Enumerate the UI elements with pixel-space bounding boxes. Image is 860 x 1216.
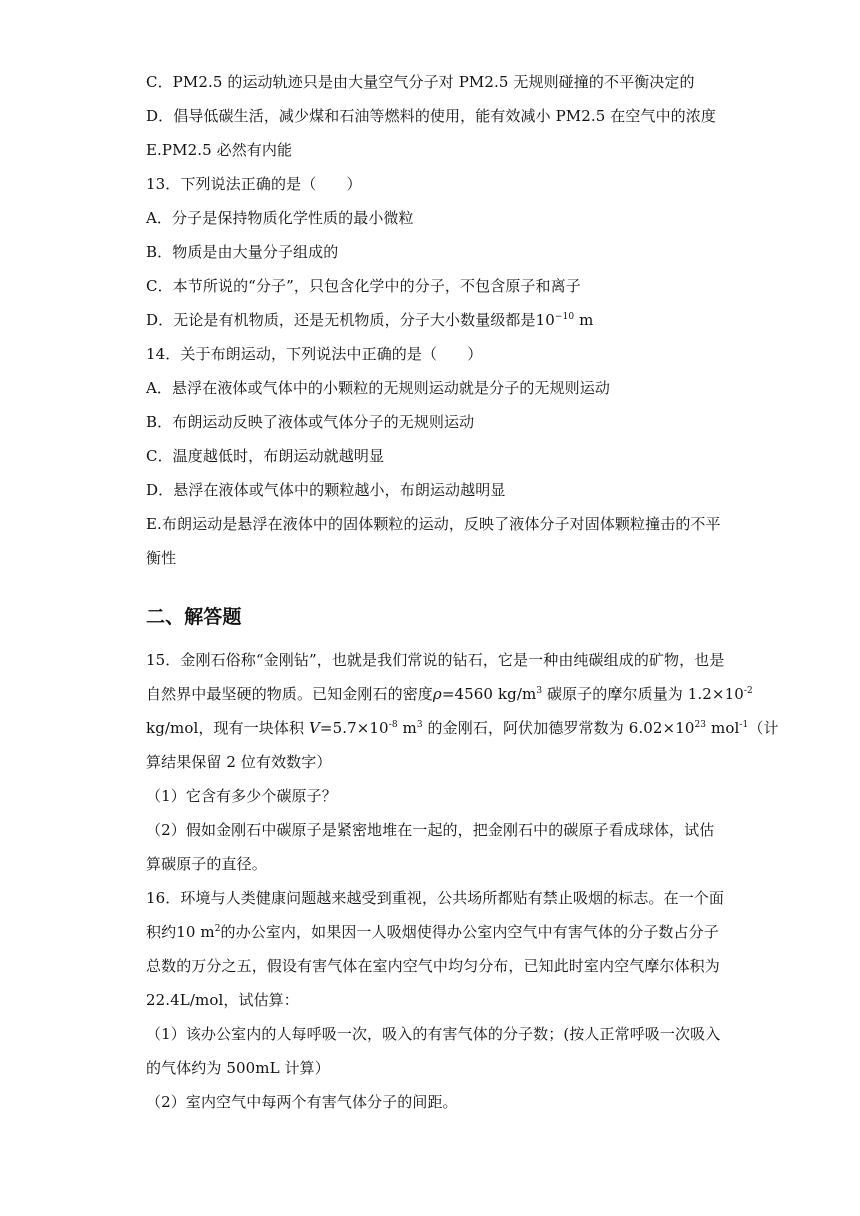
q15-line2 [146,684,753,704]
q15-line2-c: 碳原子的摩尔质量为 1.2×10 [542,685,744,703]
q13-option-c: C．本节所说的“分子”，只包含化学中的分子，不包含原子和离子 [146,277,581,295]
q16-line1: 16．环境与人类健康问题越来越受到重视，公共场所都贴有禁止吸烟的标志。在一个面 [146,889,724,907]
q15-line2-a: 自然界中最坚硬的物质。已知金刚石的密度 [146,685,433,703]
q16-part2: （2）室内空气中每两个有害气体分子的间距。 [146,1093,458,1111]
q14-option-b: B．布朗运动反映了液体或气体分子的无规则运动 [146,413,475,431]
q16-sup-2: 2 [214,924,221,934]
q13-option-d-text: D．无论是有机物质，还是无机物质，分子大小数量级都是10 [146,311,555,329]
q15-line3-c: m [397,719,417,737]
q15-part1: （1）它含有多少个碳原子？ [146,787,337,805]
q14-option-e-line2: 衡性 [146,549,177,567]
q13-option-d-exponent: −10 [554,312,575,322]
q12-option-e: E.PM2.5 必然有内能 [146,141,293,159]
q15-line3-e: mol [706,719,740,737]
q14-option-e-line1: E.布朗运动是悬浮在液体中的固体颗粒的运动，反映了液体分子对固体颗粒撞击的不平 [146,515,721,533]
q13-option-a: A．分子是保持物质化学性质的最小微粒 [146,209,414,227]
q13-option-d-unit: m [574,311,594,329]
q16-part1-line1: （1）该办公室内的人每呼吸一次，吸入的有害气体的分子数；(按人正常呼吸一次吸入 [146,1025,721,1043]
q13-stem: 13．下列说法正确的是（ ） [146,175,362,193]
rho-symbol: ρ [432,685,442,703]
q15-sup-23: 23 [694,720,707,730]
q14-option-a: A．悬浮在液体或气体中的小颗粒的无规则运动就是分子的无规则运动 [146,379,610,397]
volume-symbol: V [308,719,320,737]
q12-option-c: C．PM2.5 的运动轨迹只是由大量空气分子对 PM2.5 无规则碰撞的不平衡决定的 [146,73,695,91]
section-title: 二、解答题 [146,606,242,628]
q15-sup-3: 3 [536,686,543,696]
q16-line4: 22.4L/mol，试估算： [146,991,299,1009]
q15-sup-neg2: -2 [743,686,753,696]
q15-sup-3b: 3 [416,720,423,730]
q16-line2-a: 积约10 m [146,923,215,941]
q15-part2-line2: 算碳原子的直径。 [146,855,267,873]
q16-part1-line2: 的气体约为 500mL 计算） [146,1059,330,1077]
q12-option-d: D．倡导低碳生活，减少煤和石油等燃料的使用，能有效减小 PM2.5 在空气中的浓度 [146,107,716,125]
q15-line3-a: kg/mol，现有一块体积 [146,719,309,737]
q15-sup-neg8: -8 [388,720,398,730]
q15-line3-f: （计 [748,719,779,737]
q13-option-b: B．物质是由大量分子组成的 [146,243,339,261]
q15-line3-b: =5.7×10 [319,719,389,737]
q15-part2-line1: （2）假如金刚石中碳原子是紧密地堆在一起的，把金刚石中的碳原子看成球体，试估 [146,821,715,839]
q15-line3-d: 的金刚石，阿伏加德罗常数为 6.02×10 [422,719,695,737]
q15-line3 [146,718,779,738]
q15-sup-neg1: -1 [739,720,749,730]
q15-line4: 算结果保留 2 位有效数字） [146,753,332,771]
q15-line1: 15．金刚石俗称“金刚钻”，也就是我们常说的钻石，它是一种由纯碳组成的矿物，也是 [146,651,725,669]
q14-option-c: C．温度越低时，布朗运动就越明显 [146,447,385,465]
q16-line3: 总数的万分之五，假设有害气体在室内空气中均匀分布，已知此时室内空气摩尔体积为 [146,957,720,975]
q13-option-d [146,310,593,330]
q14-stem: 14．关于布朗运动，下列说法中正确的是（ ） [146,345,483,363]
q16-line2 [146,922,719,942]
q16-line2-b: 的办公室内，如果因一人吸烟使得办公室内空气中有害气体的分子数占分子 [220,923,719,941]
q14-option-d: D．悬浮在液体或气体中的颗粒越小，布朗运动越明显 [146,481,506,499]
q15-line2-b: =4560 kg/m [441,685,537,703]
